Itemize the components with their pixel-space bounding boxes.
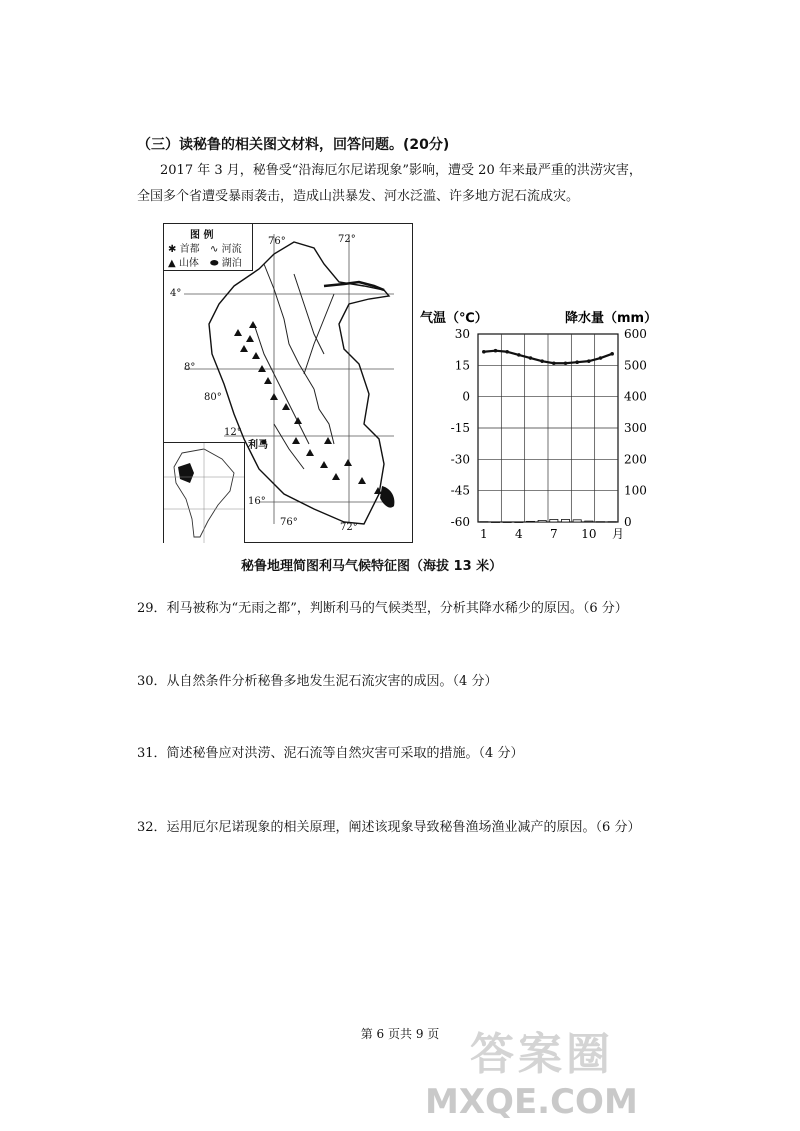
precip-bar — [480, 522, 488, 523]
legend-river-row — [210, 240, 242, 255]
legend-title: 图 例 — [190, 230, 214, 241]
precip-bar — [573, 520, 581, 522]
temperature-point — [599, 356, 603, 360]
precip-tick-label: 500 — [624, 358, 647, 373]
lon-72-bottom: 72° — [340, 522, 358, 533]
temperature-point — [494, 349, 498, 353]
map-legend — [164, 224, 253, 271]
temperature-point — [587, 359, 591, 363]
question-30: 30．从自然条件分析秘鲁多地发生泥石流灾害的成因。（4 分） — [137, 674, 498, 689]
question-32: 32．运用厄尔尼诺现象的相关原理，阐述该现象导致秘鲁渔场渔业减产的原因。（6 分） — [137, 820, 641, 835]
lima-climate-chart — [410, 300, 650, 545]
mountain-icon: ▲ — [168, 258, 176, 269]
temperature-point — [529, 356, 533, 360]
legend-river-label: 河流 — [221, 244, 242, 255]
precip-bar — [550, 519, 558, 522]
precip-tick-label: 600 — [624, 327, 647, 341]
month-tick-label: 4 — [515, 527, 523, 541]
legend-lake-row — [210, 254, 242, 269]
precip-bar — [596, 522, 604, 523]
lat-16: 16° — [248, 496, 266, 507]
page-footer: 第 6 页共 9 页 — [360, 1027, 440, 1041]
precip-tick-label: 200 — [624, 452, 647, 467]
temp-tick-label: -15 — [450, 421, 470, 435]
figure-caption: 秘鲁地理简图利马气候特征图（海拔 13 米） — [241, 559, 503, 574]
south-america-inset — [164, 442, 245, 543]
temp-tick-label: -60 — [450, 515, 470, 529]
mountain-symbols — [234, 321, 382, 494]
precip-bar — [538, 520, 546, 522]
precip-bar — [561, 519, 569, 522]
lake-icon: ⬬ — [210, 258, 219, 269]
month-tick-label: 10 — [581, 527, 597, 541]
temperature-point — [610, 352, 614, 356]
material-paragraph-line1: 2017 年 3 月，秘鲁受“沿海厄尔尼诺现象”影响，遭受 20 年来最严重的洪涝灾害， — [160, 163, 642, 178]
precip-bar — [608, 522, 616, 523]
legend-capital-label: 首都 — [179, 244, 200, 255]
lon-76-top: 76° — [268, 236, 286, 247]
climate-chart-svg — [410, 300, 650, 545]
lon-76-bottom: 76° — [280, 517, 298, 528]
precip-bar — [526, 521, 534, 522]
precip-bar — [491, 522, 499, 523]
temperature-point — [505, 350, 509, 354]
month-axis-label: 月 — [612, 527, 625, 541]
month-tick-label: 7 — [550, 527, 558, 541]
capital-icon: ✱ — [168, 244, 177, 255]
temp-axis-label: 气温（℃） — [420, 311, 488, 326]
section-title: （三）读秘鲁的相关图文材料，回答问题。(20分) — [137, 137, 450, 153]
precip-axis-label: 降水量（mm） — [565, 311, 650, 326]
temp-tick-label: -30 — [450, 452, 470, 467]
lake-titicaca — [380, 486, 394, 508]
temperature-point — [575, 360, 579, 364]
precip-tick-label: 300 — [624, 421, 647, 435]
temperature-point — [482, 350, 486, 354]
temp-tick-label: 30 — [454, 327, 470, 341]
temperature-point — [517, 353, 521, 357]
precip-bar — [585, 521, 593, 522]
temp-tick-label: -45 — [450, 483, 470, 498]
legend-mountain-label: 山体 — [178, 258, 199, 269]
lon-72-top: 72° — [338, 234, 356, 245]
material-paragraph-line2: 全国多个省遭受暴雨袭击，造成山洪暴发、河水泛滥、许多地方泥石流成灾。 — [137, 189, 580, 204]
temp-tick-label: 15 — [454, 358, 470, 373]
legend-mountain-row — [168, 254, 199, 269]
question-31: 31．简述秘鲁应对洪涝、泥石流等自然灾害可采取的措施。（4 分） — [137, 746, 524, 761]
legend-capital-row — [168, 240, 200, 255]
temp-tick-label: 0 — [462, 389, 470, 404]
precip-tick-label: 400 — [624, 389, 647, 404]
lon-80: 80° — [204, 392, 222, 403]
precip-bar — [515, 522, 523, 523]
legend-lake-label: 湖泊 — [221, 258, 242, 269]
precip-tick-label: 100 — [624, 483, 647, 498]
precip-tick-label: 0 — [624, 515, 632, 529]
month-tick-label: 1 — [480, 527, 488, 541]
lat-8: 8° — [184, 362, 196, 373]
peru-map — [163, 223, 413, 543]
question-29: 29．利马被称为“无雨之都”，判断利马的气候类型，分析其降水稀少的原因。（6 分） — [137, 601, 628, 616]
temperature-point — [564, 361, 568, 365]
precip-bar — [503, 522, 511, 523]
inset-drawing — [164, 443, 244, 543]
watermark-logo-text: 答案圈 — [470, 1029, 614, 1080]
capital-label-lima: 利马 — [248, 440, 268, 451]
temperature-point — [540, 359, 544, 363]
lat-4: 4° — [170, 288, 182, 299]
watermark-url: MXQE.COM — [425, 1082, 638, 1122]
temperature-point — [552, 361, 556, 365]
lat-12: 12° — [224, 427, 242, 438]
river-icon: ∿ — [210, 244, 219, 255]
